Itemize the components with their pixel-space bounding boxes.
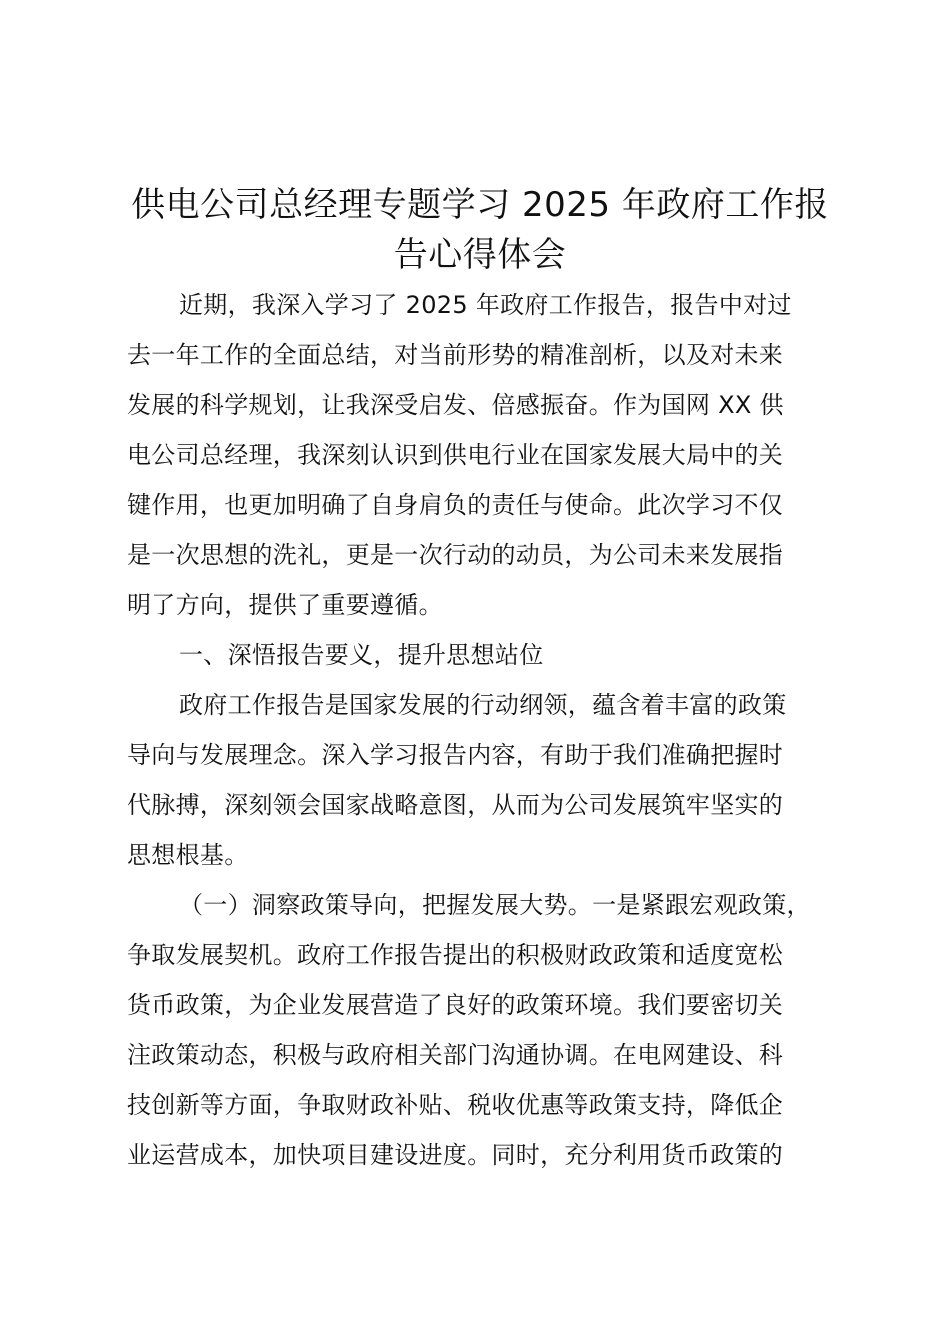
paragraph-line: 是一次思想的洗礼，更是一次行动的动员，为公司未来发展指 [127, 541, 784, 569]
paragraph-line: 电公司总经理，我深刻认识到供电行业在国家发展大局中的关 [127, 441, 784, 469]
paragraph-line: 代脉搏，深刻领会国家战略意图，从而为公司发展筑牢坚实的 [127, 791, 784, 819]
paragraph-line: 争取发展契机。政府工作报告提出的积极财政政策和适度宽松 [127, 941, 784, 969]
paragraph-line: 近期，我深入学习了 2025 年政府工作报告，报告中对过 [179, 291, 792, 319]
paragraph-line: 技创新等方面，争取财政补贴、税收优惠等政策支持，降低企 [127, 1091, 784, 1119]
paragraph-line: 注政策动态，积极与政府相关部门沟通协调。在电网建设、科 [127, 1041, 784, 1069]
document-title-line-2: 告心得体会 [393, 235, 567, 275]
paragraph-section-intro [127, 680, 910, 880]
section-heading-text: 一、深悟报告要义，提升思想站位 [179, 641, 544, 669]
paragraph-line: 政府工作报告是国家发展的行动纲领，蕴含着丰富的政策 [179, 691, 787, 719]
paragraph-line: 键作用，也更加明确了自身肩负的责任与使命。此次学习不仅 [127, 491, 784, 519]
paragraph-line: 货币政策，为企业发展营造了良好的政策环境。我们要密切关 [127, 991, 784, 1019]
document-body [127, 280, 910, 1180]
paragraph-line: （一）洞察政策导向，把握发展大势。一是紧跟宏观政策， [179, 891, 811, 919]
paragraph-line: 导向与发展理念。深入学习报告内容，有助于我们准确把握时 [127, 741, 784, 769]
paragraph-line: 业运营成本，加快项目建设进度。同时，充分利用货币政策的 [127, 1141, 784, 1169]
paragraph-line: 去一年工作的全面总结，对当前形势的精准剖析，以及对未来 [127, 341, 784, 369]
paragraph-line: 发展的科学规划，让我深受启发、倍感振奋。作为国网 XX 供 [127, 391, 784, 419]
paragraph-intro [127, 280, 910, 630]
paragraph-line: 思想根基。 [127, 841, 249, 869]
section-heading [127, 630, 910, 680]
paragraph-line: 明了方向，提供了重要遵循。 [127, 591, 443, 619]
document-title-line-1: 供电公司总经理专题学习 2025 年政府工作报 [131, 185, 829, 225]
paragraph-subsection [127, 880, 910, 1180]
